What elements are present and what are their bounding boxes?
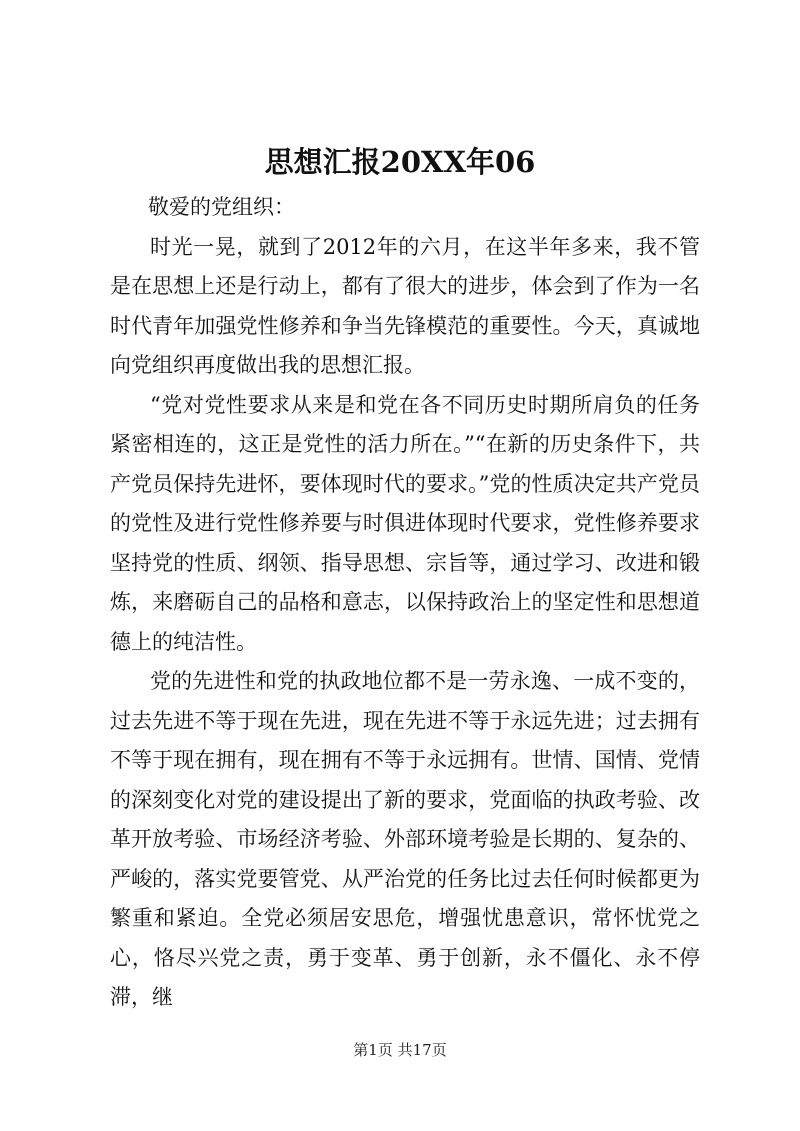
paragraph-1: 时光一晃，就到了2012年的六月，在这半年多来，我不管是在思想上还是行动上，都有了很大的进步，体会到了作为一名时代青年加强党性修养和争当先锋模范的重要性。今天，真诚地向党组织再度做出我的思想汇报。 xyxy=(110,234,700,377)
paragraph-2: “党对党性要求从来是和党在各不同历史时期所肩负的任务紧密相连的，这正是党性的活力所在。”“在新的历史条件下，共产党员保持先进怀，要体现时代的要求。”党的性质决定共产党员的党性及进行党性修养要与时俱进体现时代要求，党性修养要求坚持党的性质、纲领、指导思想、宗旨等，通过学习、改进和锻炼，来磨砺自己的品格和意志，以保持政治上的坚定性和思想道德上的纯洁性。 xyxy=(110,392,700,654)
document-body xyxy=(110,188,700,1018)
document-title: 思想汇报20XX年06 xyxy=(264,145,536,179)
paragraph-3: 党的先进性和党的执政地位都不是一劳永逸、一成不变的，过去先进不等于现在先进，现在先进不等于永远先进；过去拥有不等于现在拥有，现在拥有不等于永远拥有。世情、国情、党情的深刻变化对党的建设提出了新的要求，党面临的执政考验、改革开放考验、市场经济考验、外部环境考验是长期的、复杂的、严峻的，落实党要管党、从严治党的任务比过去任何时候都更为繁重和紧迫。全党必须居安思危，增强忧患意识，常怀忧党之心，恪尽兴党之责，勇于变革、勇于创新，永不僵化、永不停滞，继 xyxy=(110,669,700,1009)
page-number-footer: 第1页 共17页 xyxy=(353,1041,447,1059)
salutation: 敬爱的党组织： xyxy=(148,195,295,219)
